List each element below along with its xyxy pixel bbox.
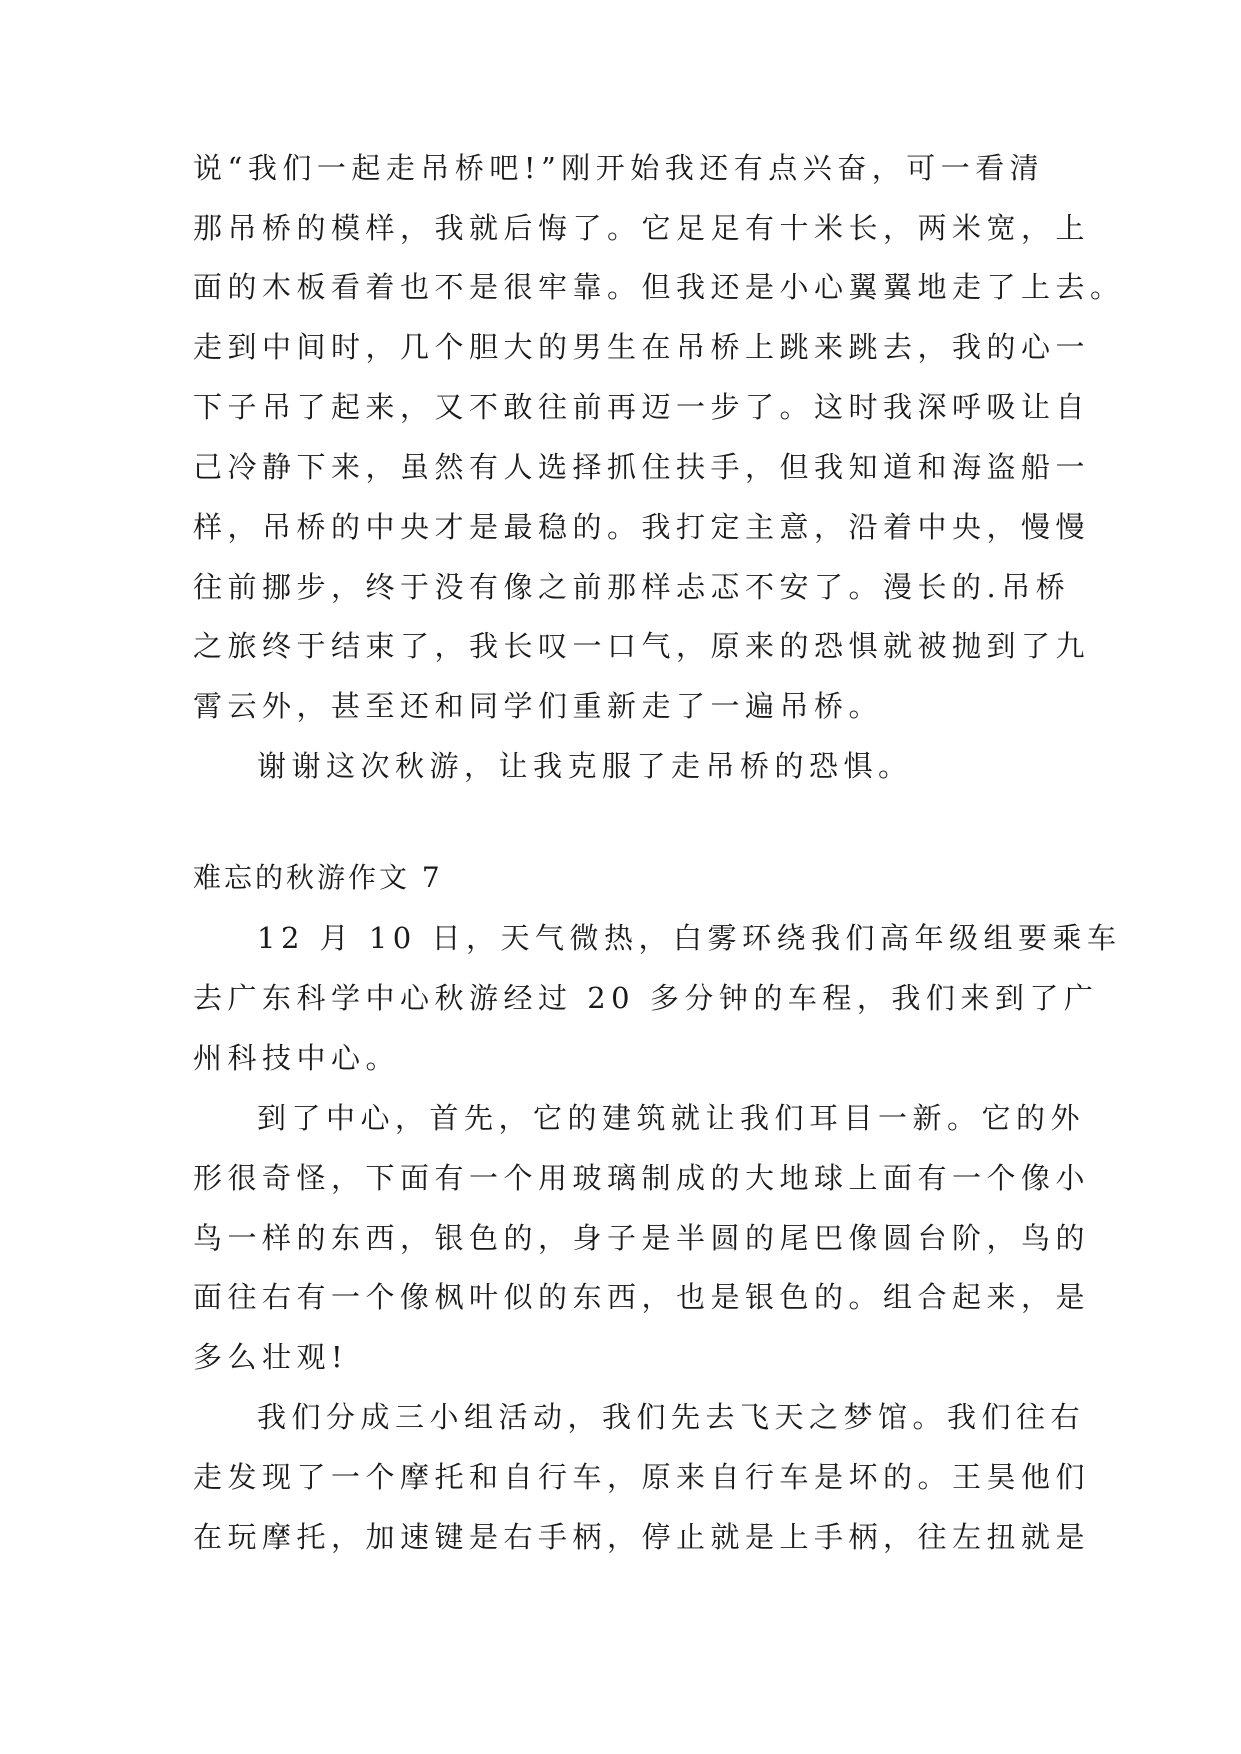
text-line: 面往右有一个像枫叶似的东西，也是银色的。组合起来，是 xyxy=(193,1280,1091,1314)
text-line: 走发现了一个摩托和自行车，原来自行车是坏的。王昊他们 xyxy=(193,1460,1091,1494)
text-line: 说“我们一起走吊桥吧!”刚开始我还有点兴奋，可一看清 xyxy=(193,151,1045,185)
text-line: 州科技中心。 xyxy=(193,1041,401,1075)
text-line: 己冷静下来，虽然有人选择抓住扶手，但我知道和海盗船一 xyxy=(193,450,1091,484)
text-line: 那吊桥的模样，我就后悔了。它足足有十米长，两米宽，上 xyxy=(193,211,1091,245)
text-line: 到了中心，首先，它的建筑就让我们耳目一新。它的外 xyxy=(257,1101,1086,1135)
text-line: 之旅终于结束了，我长叹一口气，原来的恐惧就被抛到了九 xyxy=(193,629,1091,663)
text-line: 走到中间时，几个胆大的男生在吊桥上跳来跳去，我的心一 xyxy=(193,330,1091,364)
text-line: 我们分成三小组活动，我们先去飞天之梦馆。我们往右 xyxy=(257,1400,1086,1434)
section-heading: 难忘的秋游作文 7 xyxy=(193,861,443,894)
text-line: 多么壮观! xyxy=(193,1340,349,1374)
text-line: 谢谢这次秋游，让我克服了走吊桥的恐惧。 xyxy=(257,749,913,783)
text-line: 下子吊了起来，又不敢往前再迈一步了。这时我深呼吸让自 xyxy=(193,390,1091,424)
text-line: 在玩摩托，加速键是右手柄，停止就是上手柄，往左扭就是 xyxy=(193,1520,1091,1554)
text-line: 形很奇怪，下面有一个用玻璃制成的大地球上面有一个像小 xyxy=(193,1161,1091,1195)
text-line: 往前挪步，终于没有像之前那样忐忑不安了。漫长的.吊桥 xyxy=(193,570,1071,604)
text-line: 面的木板看着也不是很牢靠。但我还是小心翼翼地走了上去。 xyxy=(193,270,1125,304)
text-line: 样，吊桥的中央才是最稳的。我打定主意，沿着中央，慢慢 xyxy=(193,510,1091,544)
text-line: 12 月 10 日，天气微热，白雾环绕我们高年级组要乘车 xyxy=(257,921,1122,955)
text-line: 去广东科学中心秋游经过 20 多分钟的车程，我们来到了广 xyxy=(193,981,1099,1015)
text-line: 霄云外，甚至还和同学们重新走了一遍吊桥。 xyxy=(193,689,884,723)
text-line: 鸟一样的东西，银色的，身子是半圆的尾巴像圆台阶，鸟的 xyxy=(193,1221,1091,1255)
